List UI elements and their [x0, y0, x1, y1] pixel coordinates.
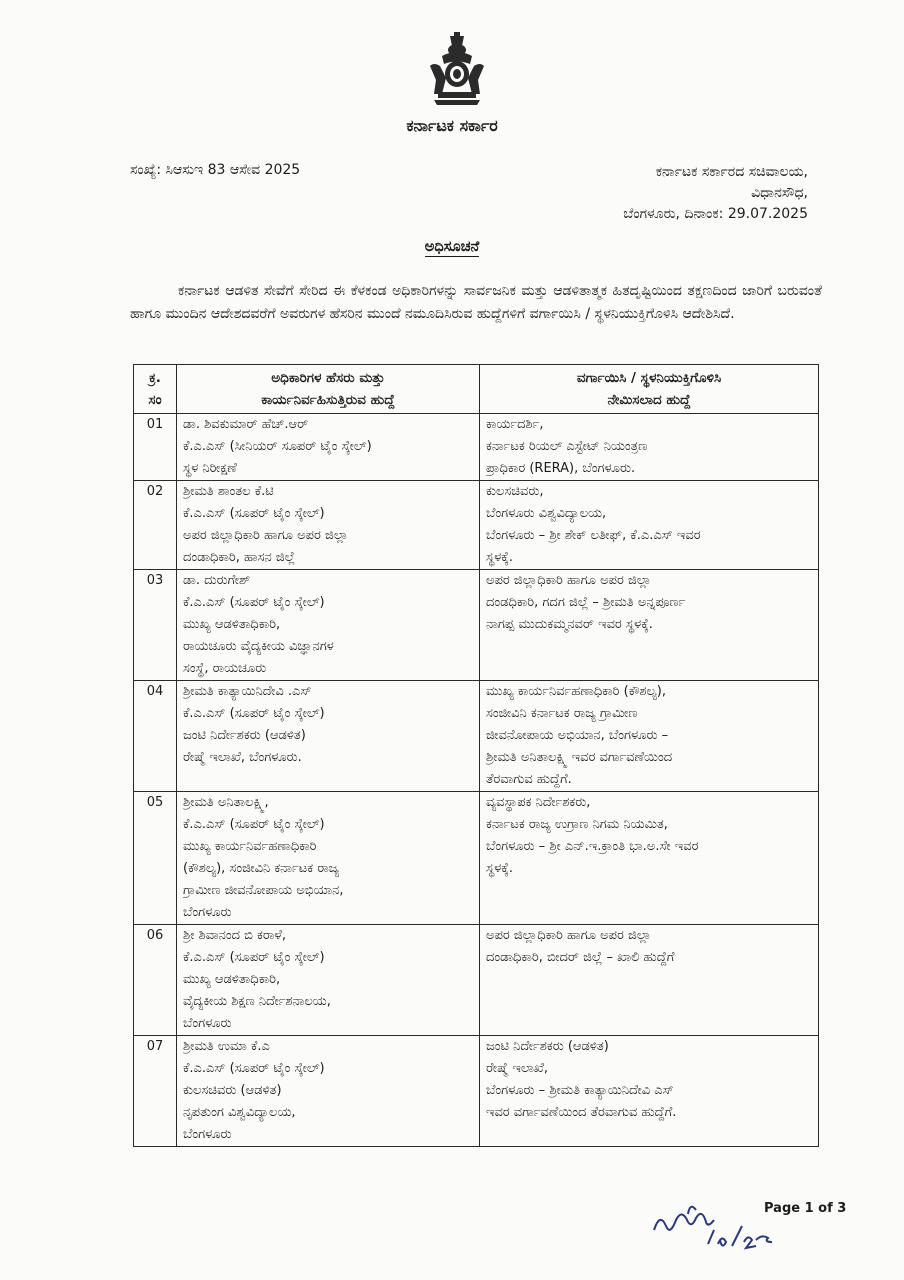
- header-sl-no: ಕ್ರ. ಸಂ: [134, 365, 177, 414]
- officer-line: ವೈದ್ಯಕೀಯ ಶಿಕ್ಷಣ ನಿರ್ದೇಶನಾಲಯ,: [183, 994, 331, 1009]
- posting-line: ಸ್ಥಳಕ್ಕೆ.: [486, 861, 514, 876]
- officer-line: ಶ್ರೀಮತಿ ಶಾಂತಲ ಕೆ.ಟಿ: [183, 484, 274, 499]
- table-row: [134, 681, 819, 792]
- posting-line: ಕರ್ನಾಟಕ ರಾಜ್ಯ ಉಗ್ರಾಣ ನಿಗಮ ನಿಯಮಿತ,: [486, 817, 668, 832]
- posting-line: ಪ್ರಾಧಿಕಾರ (RERA), ಬೆಂಗಳೂರು.: [486, 461, 636, 476]
- page-number: Page 1 of 3: [764, 1201, 847, 1216]
- officer-line: ಕೆ.ಎ.ಎಸ್ (ಸೂಪರ್ ಟೈಂ ಸ್ಕೇಲ್): [183, 817, 325, 832]
- officer-line: ದಂಡಾಧಿಕಾರಿ, ಹಾಸನ ಜಿಲ್ಲೆ: [183, 550, 296, 565]
- table-row: [134, 925, 819, 1036]
- table-row: [134, 792, 819, 925]
- officer-line: ಶ್ರೀಮತಿ ಉಮಾ ಕೆ.ಎ: [183, 1039, 270, 1054]
- row-officer: [177, 1036, 480, 1147]
- table-header-row: [134, 365, 819, 414]
- row-officer: [177, 792, 480, 925]
- header-officer: ಅಧಿಕಾರಿಗಳ ಹೆಸರು ಮತ್ತು ಕಾರ್ಯನಿರ್ವಹಿಸುತ್ತಿರುವ ಹುದ್ದೆ: [177, 365, 480, 414]
- officer-line: ಕುಲಸಚಿವರು (ಆಡಳಿತ): [183, 1083, 282, 1098]
- posting-line: ಜೀವನೋಪಾಯ ಅಭಿಯಾನ, ಬೆಂಗಳೂರು –: [486, 728, 669, 743]
- posting-line: ಜಂಟಿ ನಿರ್ದೇಶಕರು (ಆಡಳಿತ): [486, 1039, 609, 1054]
- officer-line: ಕೆ.ಎ.ಎಸ್ (ಸೂಪರ್ ಟೈಂ ಸ್ಕೇಲ್): [183, 506, 325, 521]
- posting-line: ಸಂಜೀವಿನಿ ಕರ್ನಾಟಕ ರಾಜ್ಯ ಗ್ರಾಮೀಣ: [486, 706, 638, 721]
- officer-line: ಶ್ರೀಮತಿ ಅನಿತಾಲಕ್ಷ್ಮಿ,: [183, 795, 269, 810]
- row-sl-no: 04: [134, 681, 177, 792]
- row-posting: [480, 1036, 819, 1147]
- posting-line: ಸ್ಥಳಕ್ಕೆ.: [486, 550, 514, 565]
- officer-line: ಬೆಂಗಳೂರು: [183, 905, 232, 920]
- row-officer: [177, 681, 480, 792]
- officer-line: ಶ್ರೀ ಶಿವಾನಂದ ಬಿ ಕರಾಳೆ,: [183, 928, 287, 943]
- posting-line: ತೆರವಾಗುವ ಹುದ್ದೆಗೆ.: [486, 772, 572, 787]
- officer-line: ನೃಪತುಂಗ ವಿಶ್ವವಿದ್ಯಾಲಯ,: [183, 1105, 296, 1120]
- table-row: [134, 414, 819, 481]
- officer-line: (ಕೌಶಲ್ಯ), ಸಂಜೀವಿನಿ ಕರ್ನಾಟಕ ರಾಜ್ಯ: [183, 861, 340, 876]
- officer-line: ಬೆಂಗಳೂರು: [183, 1016, 232, 1031]
- posting-line: ಮುಖ್ಯ ಕಾರ್ಯನಿರ್ವಹಣಾಧಿಕಾರಿ (ಕೌಶಲ್ಯ),: [486, 684, 666, 699]
- officer-line: ಮುಖ್ಯ ಆಡಳಿತಾಧಿಕಾರಿ,: [183, 617, 281, 632]
- row-officer: [177, 570, 480, 681]
- row-sl-no: 02: [134, 481, 177, 570]
- transfer-table: [133, 364, 819, 1147]
- officer-line: ಮುಖ್ಯ ಕಾರ್ಯನಿರ್ವಹಣಾಧಿಕಾರಿ: [183, 839, 317, 854]
- posting-line: ಬೆಂಗಳೂರು – ಶ್ರೀ ಎನ್.ಇ.ಕ್ರಾಂತಿ ಭಾ.ಅ.ಸೇ ಇವರ: [486, 839, 699, 854]
- officer-line: ಡಾ. ದುರುಗೇಶ್: [183, 573, 251, 588]
- posting-line: ಶ್ರೀಮತಿ ಅನಿತಾಲಕ್ಷ್ಮಿ ಇವರ ವರ್ಗಾವಣೆಯಿಂದ: [486, 750, 673, 765]
- notification-title: [0, 239, 904, 255]
- row-officer: [177, 481, 480, 570]
- officer-line: ಸ್ಥಳ ನಿರೀಕ್ಷಣೆ: [183, 461, 237, 476]
- row-sl-no: 07: [134, 1036, 177, 1147]
- posting-line: ಬೆಂಗಳೂರು – ಶ್ರೀ ಶೇಕ್ ಲತೀಫ್, ಕೆ.ಎ.ಎಸ್ ಇವರ: [486, 528, 701, 543]
- row-sl-no: 03: [134, 570, 177, 681]
- address-line: ವಿಧಾನಸೌಧ,: [751, 185, 808, 201]
- officer-line: ಅಪರ ಜಿಲ್ಲಾಧಿಕಾರಿ ಹಾಗೂ ಅಪರ ಜಿಲ್ಲಾ: [183, 528, 349, 543]
- posting-line: ರೇಷ್ಮೆ ಇಲಾಖೆ,: [486, 1061, 548, 1076]
- posting-line: ವ್ಯವಸ್ಥಾಪಕ ನಿರ್ದೇಶಕರು,: [486, 795, 591, 810]
- notification-title-text: ಅಧಿಸೂಚನೆ: [424, 239, 480, 255]
- row-officer: [177, 414, 480, 481]
- officer-line: ಸಂಸ್ಥೆ, ರಾಯಚೂರು: [183, 661, 267, 676]
- state-emblem-icon: [426, 30, 488, 112]
- officer-line: ಕೆ.ಎ.ಎಸ್ (ಸೂಪರ್ ಟೈಂ ಸ್ಕೇಲ್): [183, 1061, 325, 1076]
- handwritten-signature: [648, 1196, 778, 1256]
- officer-line: ಜಂಟಿ ನಿರ್ದೇಶಕರು (ಆಡಳಿತ): [183, 728, 306, 743]
- table-row: [134, 570, 819, 681]
- officer-line: ಮುಖ್ಯ ಆಡಳಿತಾಧಿಕಾರಿ,: [183, 972, 281, 987]
- date-line: ಬೆಂಗಳೂರು, ದಿನಾಂಕ: 29.07.2025: [623, 206, 808, 222]
- posting-line: ಬೆಂಗಳೂರು ವಿಶ್ವವಿದ್ಯಾಲಯ,: [486, 506, 607, 521]
- posting-line: ಕರ್ನಾಟಕ ರಿಯಲ್ ಎಸ್ಟೇಟ್ ನಿಯಂತ್ರಣ: [486, 439, 648, 454]
- officer-line: ಡಾ. ಶಿವಕುಮಾರ್ ಹೆಚ್.ಆರ್: [183, 417, 309, 432]
- posting-line: ಅಪರ ಜಿಲ್ಲಾಧಿಕಾರಿ ಹಾಗೂ ಅಪರ ಜಿಲ್ಲಾ: [486, 573, 652, 588]
- officer-line: ಕೆ.ಎ.ಎಸ್ (ಸೂಪರ್ ಟೈಂ ಸ್ಕೇಲ್): [183, 706, 325, 721]
- posting-line: ಕಾರ್ಯದರ್ಶಿ,: [486, 417, 544, 432]
- table-row: [134, 1036, 819, 1147]
- office-address: [623, 162, 808, 225]
- posting-line: ಅಪರ ಜಿಲ್ಲಾಧಿಕಾರಿ ಹಾಗೂ ಅಪರ ಜಿಲ್ಲಾ: [486, 928, 652, 943]
- table-row: [134, 481, 819, 570]
- government-title: ಕರ್ನಾಟಕ ಸರ್ಕಾರ: [406, 116, 498, 135]
- notification-intro: ಕರ್ನಾಟಕ ಆಡಳಿತ ಸೇವೆಗೆ ಸೇರಿದ ಈ ಕೆಳಕಂಡ ಅಧಿಕಾರಿಗಳನ್ನು ಸಾರ್ವಜನಿಕ ಮತ್ತು ಆಡಳಿತಾತ್ಮಕ ಹಿತದೃಷ್ಟಿಯಿಂದ ತಕ್ಷಣದಿಂದ ಜಾರಿಗೆ ಬರುವಂತೆ ಹಾಗೂ ಮುಂದಿನ ಆದೇಶದವರೆಗೆ ಅವರುಗಳ ಹೆಸರಿನ ಮುಂದೆ ನಮೂದಿಸಿರುವ ಹುದ್ದೆಗಳಿಗೆ ವರ್ಗಾಯಿಸಿ / ಸ್ಥಳನಿಯುಕ್ತಿಗೊಳಿಸಿ ಆದೇಶಿಸಿದೆ.: [130, 283, 822, 322]
- row-posting: [480, 792, 819, 925]
- row-sl-no: 06: [134, 925, 177, 1036]
- order-number: ಸಂಖ್ಯೆ: ಸಿಆಸುಇ 83 ಆಸೇವ 2025: [130, 162, 301, 178]
- posting-line: ಕುಲಸಚಿವರು,: [486, 484, 544, 499]
- header-posting: ವರ್ಗಾಯಿಸಿ / ಸ್ಥಳನಿಯುಕ್ತಿಗೊಳಿಸಿ ನೇಮಿಸಲಾದ ಹುದ್ದೆ: [480, 365, 819, 414]
- officer-line: ರೇಷ್ಮೆ ಇಲಾಖೆ, ಬೆಂಗಳೂರು.: [183, 750, 302, 765]
- posting-line: ಇವರ ವರ್ಗಾವಣೆಯಿಂದ ತೆರವಾಗುವ ಹುದ್ದೆಗೆ.: [486, 1105, 677, 1120]
- posting-line: ಬೆಂಗಳೂರು – ಶ್ರೀಮತಿ ಕಾತ್ಯಾಯಿನಿದೇವಿ ಎಸ್: [486, 1083, 674, 1098]
- row-posting: [480, 925, 819, 1036]
- officer-line: ಬೆಂಗಳೂರು: [183, 1127, 232, 1142]
- officer-line: ಶ್ರೀಮತಿ ಕಾತ್ಯಾಯಿನಿದೇವಿ .ಎಸ್: [183, 684, 312, 699]
- officer-line: ಕೆ.ಎ.ಎಸ್ (ಸೂಪರ್ ಟೈಂ ಸ್ಕೇಲ್): [183, 950, 325, 965]
- posting-line: ನಾಗಪ್ಪ ಮುದುಕಮ್ಮನವರ್ ಇವರ ಸ್ಥಳಕ್ಕೆ.: [486, 617, 653, 632]
- row-posting: [480, 570, 819, 681]
- address-line: ಕರ್ನಾಟಕ ಸರ್ಕಾರದ ಸಚಿವಾಲಯ,: [655, 164, 808, 180]
- posting-line: ದಂಡಧಿಕಾರಿ, ಗದಗ ಜಿಲ್ಲೆ – ಶ್ರೀಮತಿ ಅನ್ನಪೂರ್ಣ: [486, 595, 686, 610]
- row-sl-no: 05: [134, 792, 177, 925]
- posting-line: ದಂಡಾಧಿಕಾರಿ, ಬೀದರ್ ಜಿಲ್ಲೆ – ಖಾಲಿ ಹುದ್ದೆಗೆ: [486, 950, 675, 965]
- officer-line: ಕೆ.ಎ.ಎಸ್ (ಸೂಪರ್ ಟೈಂ ಸ್ಕೇಲ್): [183, 595, 325, 610]
- row-posting: [480, 414, 819, 481]
- row-posting: [480, 481, 819, 570]
- officer-line: ರಾಯಚೂರು ವೈದ್ಯಕೀಯ ವಿಜ್ಞಾನಗಳ: [183, 639, 334, 654]
- officer-line: ಕೆ.ಎ.ಎಸ್ (ಸೀನಿಯರ್ ಸೂಪರ್ ಟೈಂ ಸ್ಕೇಲ್): [183, 439, 372, 454]
- row-sl-no: 01: [134, 414, 177, 481]
- officer-line: ಗ್ರಾಮೀಣ ಜೀವನೋಪಾಯ ಅಭಿಯಾನ,: [183, 883, 344, 898]
- row-posting: [480, 681, 819, 792]
- row-officer: [177, 925, 480, 1036]
